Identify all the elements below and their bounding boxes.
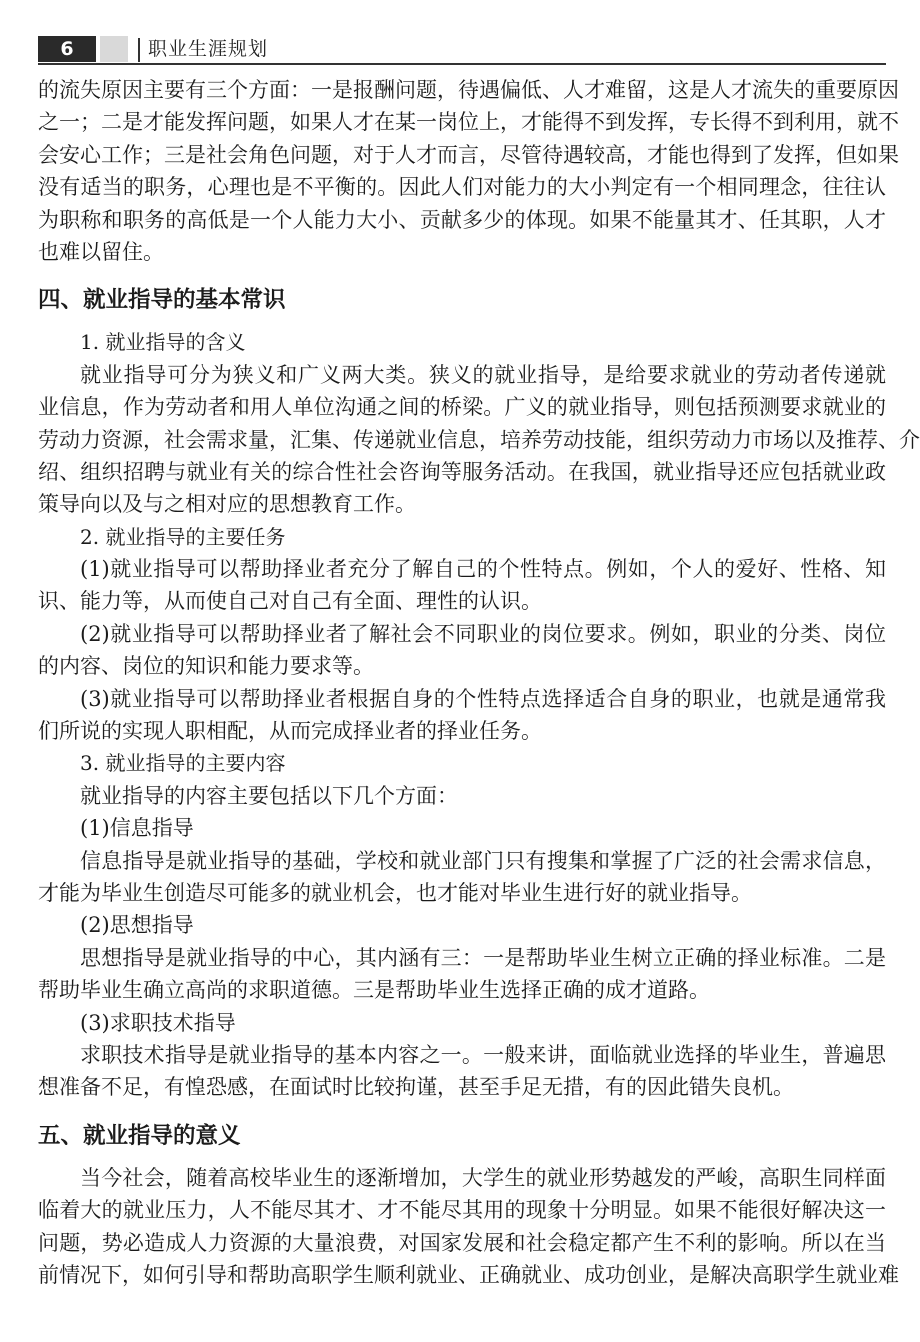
- text-line: 思想指导是就业指导的中心，其内涵有三：一是帮助毕业生树立正确的择业标准。二是: [80, 945, 886, 970]
- paragraph: [38, 359, 920, 521]
- subsection-heading: 3. 就业指导的主要内容: [80, 751, 286, 776]
- text-line: 求职技术指导是就业指导的基本内容之一。一般来讲，面临就业选择的毕业生，普遍思: [80, 1042, 886, 1067]
- text-line: 就业指导的内容主要包括以下几个方面：: [80, 783, 458, 808]
- text-line: 临着大的就业压力，人不能尽其才、才不能尽其用的现象十分明显。如果不能很好解决这一: [38, 1198, 886, 1223]
- text-line: 们所说的实现人职相配，从而完成择业者的择业任务。: [38, 719, 542, 744]
- text-line: 当今社会，随着高校毕业生的逐渐增加，大学生的就业形势越发的严峻，高职生同样面: [80, 1165, 886, 1190]
- running-header: [38, 36, 886, 62]
- text-line: 会安心工作；三是社会角色问题，对于人才而言，尽管待遇较高，才能也得到了发挥，但如果: [38, 142, 899, 167]
- page-body: [38, 74, 920, 1291]
- subsection-heading: 1. 就业指导的含义: [80, 330, 246, 355]
- text-line: 想准备不足，有惶恐感，在面试时比较拘谨，甚至手足无措，有的因此错失良机。: [38, 1075, 794, 1100]
- section-heading: 五、就业指导的意义: [38, 1122, 241, 1149]
- text-line: 问题，势必造成人力资源的大量浪费，对国家发展和社会稳定都产生不利的影响。所以在当: [38, 1230, 886, 1255]
- paragraph: [38, 74, 899, 268]
- text-line: (3)就业指导可以帮助择业者根据自身的个性特点选择适合自身的职业，也就是通常我: [80, 686, 886, 711]
- text-line: 没有适当的职务，心理也是不平衡的。因此人们对能力的大小判定有一个相同理念，往往认: [38, 175, 886, 200]
- paragraph: [38, 1162, 899, 1292]
- text-line: 业信息，作为劳动者和用人单位沟通之间的桥梁。广义的就业指导，则包括预测要求就业的: [38, 395, 886, 420]
- text-line: 劳动力资源，社会需求量，汇集、传递就业信息，培养劳动技能，组织劳动力市场以及推荐、介: [38, 427, 920, 452]
- text-line: 就业指导可分为狭义和广义两大类。狭义的就业指导，是给要求就业的劳动者传递就: [80, 362, 886, 387]
- text-line: 才能为毕业生创造尽可能多的就业机会，也才能对毕业生进行好的就业指导。: [38, 880, 752, 905]
- text-line: 也难以留住。: [38, 239, 164, 264]
- text-line: 的内容、岗位的知识和能力要求等。: [38, 654, 374, 679]
- text-line: 信息指导是就业指导的基础，学校和就业部门只有搜集和掌握了广泛的社会需求信息，: [80, 848, 886, 873]
- text-line: 前情况下，如何引导和帮助高职学生顺利就业、正确就业、成功创业，是解决高职学生就业难: [38, 1262, 899, 1287]
- page-number: 6: [38, 36, 96, 62]
- paragraph: [38, 845, 886, 910]
- text-line: 帮助毕业生确立高尚的求职道德。三是帮助毕业生选择正确的成才道路。: [38, 978, 710, 1003]
- item-title: (2)思想指导: [80, 913, 194, 938]
- text-line: 识、能力等，从而使自己对自己有全面、理性的认识。: [38, 589, 542, 614]
- item-title: (1)信息指导: [80, 816, 194, 841]
- header-rule: [38, 63, 886, 65]
- list-item: [38, 618, 886, 683]
- text-line: (2)就业指导可以帮助择业者了解社会不同职业的岗位要求。例如，职业的分类、岗位: [80, 621, 886, 646]
- paragraph: [38, 942, 886, 1007]
- subsection-heading: 2. 就业指导的主要任务: [80, 524, 286, 549]
- list-item: [38, 553, 886, 618]
- text-line: 绍、组织招聘与就业有关的综合性社会咨询等服务活动。在我国，就业指导还应包括就业政: [38, 459, 886, 484]
- section-heading: 四、就业指导的基本常识: [38, 287, 286, 314]
- header-tab-decoration: [100, 36, 128, 62]
- header-separator: [138, 38, 140, 62]
- text-line: 策导向以及与之相对应的思想教育工作。: [38, 492, 416, 517]
- text-line: (1)就业指导可以帮助择业者充分了解自己的个性特点。例如，个人的爱好、性格、知: [80, 557, 886, 582]
- list-item: [38, 683, 886, 748]
- item-title: (3)求职技术指导: [80, 1010, 236, 1035]
- text-line: 之一；二是才能发挥问题，如果人才在某一岗位上，才能得不到发挥，专长得不到利用，就不: [38, 110, 899, 135]
- text-line: 为职称和职务的高低是一个人能力大小、贡献多少的体现。如果不能量其才、任其职，人才: [38, 207, 886, 232]
- running-title: 职业生涯规划: [148, 38, 269, 60]
- paragraph: [38, 1039, 886, 1104]
- text-line: 的流失原因主要有三个方面：一是报酬问题，待遇偏低、人才难留，这是人才流失的重要原因: [38, 78, 899, 102]
